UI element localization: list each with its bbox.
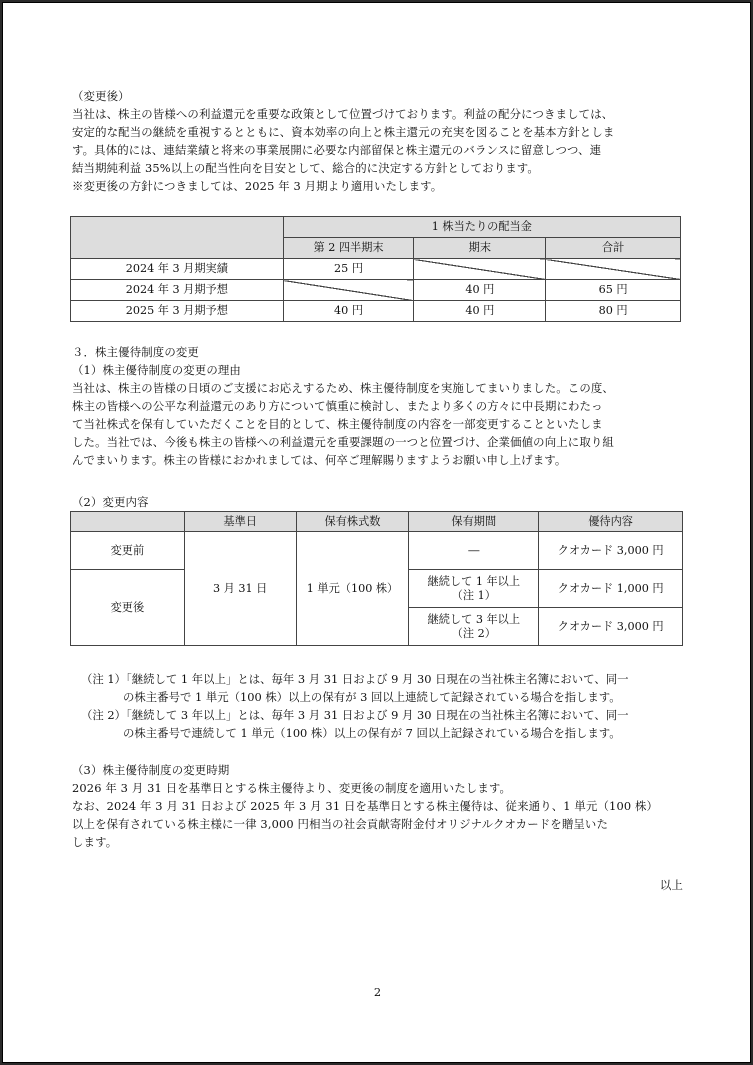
paragraph-line: した。当社では、今後も株主の皆様への利益還元を重要課題の一つと位置づけ、企業価値の向上に取り組 — [72, 435, 614, 449]
paragraph-line: 2026 年 3 月 31 日を基準日とする株主優待より、変更後の制度を適用いたします。 — [72, 781, 512, 795]
paragraph-line: 株主の皆様への公平な利益還元のあり方について慎重に検討し、またより多くの方々に中長期にわたっ — [72, 399, 603, 413]
cell-end: 40 円 — [414, 301, 546, 322]
note-ref: （注 1） — [451, 588, 496, 602]
row-label-before: 変更前 — [71, 532, 185, 570]
section-heading: （変更後） — [72, 89, 130, 103]
section-heading: ３．株主優待制度の変更 — [72, 345, 199, 359]
benefit-cell: クオカード 3,000 円 — [539, 532, 683, 570]
shares-cell: 1 単元（100 株） — [296, 532, 409, 646]
period-cell: ― — [409, 532, 539, 570]
document-page — [2, 2, 751, 1063]
table-row — [71, 259, 681, 280]
column-header: 期末 — [414, 238, 546, 259]
note-1-line1: （注 1）「継続して 1 年以上」とは、毎年 3 月 31 日および 9 月 30 日現在の当社株主名簿において、同一 — [81, 672, 629, 686]
row-label: 2025 年 3 月期予想 — [71, 301, 284, 322]
column-header: 保有期間 — [409, 512, 539, 532]
note-2-line2: の株主番号で連続して 1 単元（100 株）以上の保有が 7 回以上記録されている場合を指します。 — [123, 726, 621, 740]
paragraph-line: 当社は、株主の皆様の日頃のご支援にお応えするため、株主優待制度を実施してまいりました。この度、 — [72, 381, 614, 395]
column-header: 第 2 四半期末 — [283, 238, 414, 259]
paragraph-line: て当社株式を保有していただくことを目的として、株主優待制度の内容を一部変更することといたしま — [72, 417, 603, 431]
page-number: 2 — [373, 985, 382, 999]
cell-end: 40 円 — [414, 280, 546, 301]
paragraph-line: します。 — [72, 835, 118, 849]
cell-diagonal — [283, 280, 414, 301]
benefit-table — [70, 511, 683, 646]
period-cell — [409, 608, 539, 646]
cell-diagonal — [546, 259, 681, 280]
subsection-heading: （1）株主優待制度の変更の理由 — [72, 363, 241, 377]
cell-q2: 25 円 — [283, 259, 414, 280]
cell-total: 80 円 — [546, 301, 681, 322]
table-row — [71, 301, 681, 322]
cell-q2: 40 円 — [283, 301, 414, 322]
paragraph-line: す。具体的には、連結業績と将来の事業展開に必要な内部留保と株主還元のバランスに留意しつつ、連 — [72, 143, 602, 157]
column-header: 基準日 — [184, 512, 296, 532]
dividend-table — [70, 216, 681, 322]
period-line: 継続して 1 年以上 — [427, 574, 521, 588]
benefit-cell: クオカード 1,000 円 — [539, 570, 683, 608]
column-header: 保有株式数 — [296, 512, 409, 532]
benefit-cell: クオカード 3,000 円 — [539, 608, 683, 646]
subsection-heading: （3）株主優待制度の変更時期 — [72, 763, 230, 777]
subsection-heading: （2）変更内容 — [72, 495, 149, 509]
closing-text: 以上 — [659, 878, 683, 892]
cell-total: 65 円 — [546, 280, 681, 301]
row-label: 2024 年 3 月期実績 — [71, 259, 284, 280]
note-ref: （注 2） — [451, 626, 496, 640]
dividend-policy-after — [72, 87, 688, 195]
period-cell — [409, 570, 539, 608]
section-3 — [72, 343, 688, 469]
table-corner-cell — [71, 512, 185, 532]
paragraph-line: ※変更後の方針につきましては、2025 年 3 月期より適用いたします。 — [72, 179, 443, 193]
section-3-3 — [72, 761, 688, 851]
paragraph-line: 結当期純利益 35%以上の配当性向を目安として、総合的に決定する方針としております。 — [72, 161, 539, 175]
table-row — [71, 280, 681, 301]
cell-diagonal — [414, 259, 546, 280]
row-label: 2024 年 3 月期予想 — [71, 280, 284, 301]
table-corner-cell — [71, 217, 284, 259]
group-header: 1 株当たりの配当金 — [283, 217, 680, 238]
note-1-line2: の株主番号で 1 単元（100 株）以上の保有が 3 回以上連続して記録されている場合を指します。 — [123, 690, 621, 704]
column-header: 優待内容 — [539, 512, 683, 532]
period-line: 継続して 3 年以上 — [427, 612, 521, 626]
column-header: 合計 — [546, 238, 681, 259]
paragraph-line: んでまいります。株主の皆様におかれましては、何卒ご理解賜りますようお願い申し上げます。 — [72, 453, 567, 467]
row-label-after: 変更後 — [71, 570, 185, 646]
note-2-line1: （注 2）「継続して 3 年以上」とは、毎年 3 月 31 日および 9 月 30 日現在の当社株主名簿において、同一 — [81, 708, 629, 722]
table-row — [71, 532, 683, 570]
record-date-cell: 3 月 31 日 — [184, 532, 296, 646]
paragraph-line: なお、2024 年 3 月 31 日および 2025 年 3 月 31 日を基準日とする株主優待は、従来通り、1 単元（100 株） — [72, 799, 659, 813]
paragraph-line: 当社は、株主の皆様への利益還元を重要な政策として位置づけております。利益の配分につきましては、 — [72, 107, 614, 121]
paragraph-line: 以上を保有されている株主様に一律 3,000 円相当の社会貢献寄附金付オリジナルクオカードを贈呈いた — [72, 817, 609, 831]
paragraph-line: 安定的な配当の継続を重視するとともに、資本効率の向上と株主還元の充実を図ることを基本方針としま — [72, 125, 615, 139]
